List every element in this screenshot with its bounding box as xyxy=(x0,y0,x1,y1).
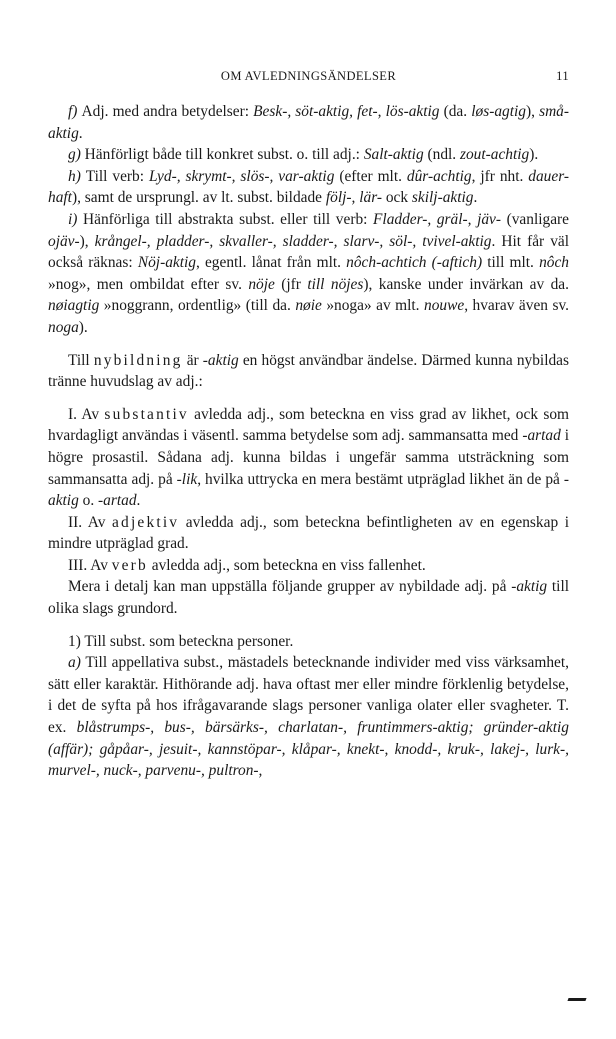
italic-span: -artad xyxy=(98,492,137,510)
italic-span: -aktig xyxy=(202,351,239,369)
text-span: Hänförligt både till konkret subst. o. till adj.: xyxy=(84,146,364,164)
paragraph-i xyxy=(48,209,569,339)
page-turn-mark xyxy=(567,998,586,1001)
text-span: ock xyxy=(382,189,412,207)
text-span: Till appellativa subst., mästadels betecknande individer med viss värksamhet, sätt eller karaktär. Hithörande adj. hava oftast mer eller mindre förklenlig betydelse, i det de syfta på hos ifrågavarande slags personer vanliga olater eller svagheter. T. ex. xyxy=(48,654,569,737)
italic-span: till nöjes xyxy=(307,275,364,293)
italic-span: f) xyxy=(68,103,82,120)
text-span: ), xyxy=(79,232,95,250)
paragraph-f xyxy=(48,101,569,144)
page-number: 11 xyxy=(556,69,569,83)
text-span: ), samt de ursprungl. av lt. subst. bildade xyxy=(71,189,326,207)
paragraph-III xyxy=(48,555,569,577)
text-span: . xyxy=(473,189,478,207)
italic-span: nøiagtig xyxy=(48,297,100,315)
text-span: . xyxy=(136,492,141,510)
italic-span: Salt-aktig xyxy=(363,146,424,164)
italic-span: dûr-achtig xyxy=(406,167,472,185)
italic-span: løs-agtig xyxy=(471,103,526,120)
text-span: ), kanske under invärkan av da. xyxy=(363,275,569,293)
text-span: (efter mlt. xyxy=(334,167,407,185)
text-span: , jfr nht. xyxy=(471,167,529,185)
text-span: Till xyxy=(68,351,94,369)
italic-span: Lyd-, skrymt-, slös-, var-aktig xyxy=(148,167,335,185)
italic-span: nöje xyxy=(248,275,275,293)
italic-span: g) xyxy=(68,146,85,164)
paragraph-h xyxy=(48,166,569,209)
paragraph-gap xyxy=(48,339,569,350)
italic-span: Fladder-, gräl-, jäv- xyxy=(373,210,502,228)
italic-span: noga xyxy=(48,318,79,336)
text-span: II. Av xyxy=(68,513,113,531)
italic-span: i) xyxy=(68,210,83,228)
running-header xyxy=(48,66,569,86)
text-span: Till verb: xyxy=(85,167,149,185)
italic-span: nøie xyxy=(295,297,322,315)
paragraph-II xyxy=(48,512,569,555)
italic-span: nôch-achtich (-aftich) xyxy=(346,254,483,272)
text-span: 1) Till subst. som beteckna personer. xyxy=(68,632,294,650)
italic-span: Nöj-aktig xyxy=(137,254,196,272)
text-span: avledda adj., som beteckna befintligheten av en egenskap i mindre utpräglad grad. xyxy=(48,513,569,553)
text-span: (da. xyxy=(439,103,472,120)
spaced-span: nybildning xyxy=(93,351,183,369)
text-span: »noggrann, ordentlig» (till da. xyxy=(99,297,296,315)
text-span: till olika slags grundord. xyxy=(48,578,570,618)
italic-span: små-aktig xyxy=(48,103,570,142)
text-span: avledda adj., som beteckna en viss fallenhet. xyxy=(147,556,426,574)
italic-span: blåstrumps-, bus-, bärsärks-, charlatan-, fruntimmers-aktig; gründer-aktig (affär); gåpåar-, jesuit-, kannstöpar-, klåpar-, knekt-, knodd-, kruk-, lakej-, lurk-, murvel-, nuck-, parvenu-, pultron-, xyxy=(48,719,569,780)
paragraph-gap xyxy=(48,393,569,404)
body-text xyxy=(48,101,569,782)
text-span: , hvarav även sv. xyxy=(464,297,569,315)
italic-span: a) xyxy=(68,654,86,672)
text-span: är xyxy=(182,351,203,369)
text-span: III. Av xyxy=(68,556,112,574)
text-span: , egentl. lånat från mlt. xyxy=(195,254,347,272)
text-span: »nog», men ombildat efter sv. xyxy=(48,275,249,293)
italic-span: -aktig xyxy=(511,578,548,596)
text-span: ). xyxy=(78,318,88,336)
spaced-span: substantiv xyxy=(104,405,189,423)
text-span: (ndl. xyxy=(423,146,460,164)
italic-span: nouwe xyxy=(424,297,465,315)
text-span: I. Av xyxy=(68,405,105,423)
text-span: avledda adj., som beteckna en viss grad av likhet, ock som hvardagligt användas i väsentl. samma betydelse som adj. sammansatta med xyxy=(48,405,569,445)
italic-span: h) xyxy=(68,167,86,185)
paragraph-g xyxy=(48,144,569,166)
text-span: i högre prosastil. Sådana adj. kunna bildas i ungefär samma utsträckning som sammansatta adj. på xyxy=(48,427,569,488)
paragraph-one xyxy=(48,631,569,653)
paragraph-a xyxy=(48,652,569,782)
italic-span: zout-achtig xyxy=(460,146,530,164)
text-span: o. xyxy=(78,492,99,510)
text-span: en högst användbar ändelse. Därmed kunna nybildas tränne huvudslag av adj.: xyxy=(48,351,569,391)
text-span: ), xyxy=(525,103,540,120)
italic-span: -artad xyxy=(522,427,561,445)
paragraph-nybildning xyxy=(48,350,569,393)
paragraph-I xyxy=(48,404,569,512)
paragraph-mera xyxy=(48,576,569,619)
italic-span: -aktig xyxy=(48,470,569,510)
italic-span: Besk-, söt-aktig, fet-, lös-aktig xyxy=(253,103,440,120)
text-span: »noga» av mlt. xyxy=(321,297,425,315)
italic-span: ojäv- xyxy=(48,232,80,250)
italic-span: nôch xyxy=(539,254,569,272)
text-span: . xyxy=(78,124,83,142)
text-span: ). xyxy=(529,146,539,164)
text-span: Hänförliga till abstrakta subst. eller till verb: xyxy=(83,210,374,228)
text-span: till mlt. xyxy=(482,254,540,272)
text-span: Adj. med andra betydelser: xyxy=(81,103,254,120)
running-title: OM AVLEDNINGSÄNDELSER xyxy=(220,69,397,83)
text-span: , hvilka uttrycka en mera bestämt utpräglad likhet än de på xyxy=(197,470,564,488)
italic-span: följ-, lär- xyxy=(325,189,382,207)
italic-span: dauer-haft xyxy=(48,167,570,207)
spaced-span: verb xyxy=(111,556,148,574)
italic-span: -lik xyxy=(176,470,198,488)
paragraph-gap xyxy=(48,620,569,631)
text-span: Mera i detalj kan man uppställa följande grupper av nybildade adj. på xyxy=(68,578,512,596)
italic-span: skilj-aktig xyxy=(411,189,474,207)
spaced-span: adjektiv xyxy=(112,513,180,531)
text-span: . Hit får väl också räknas: xyxy=(48,232,569,272)
italic-span: krångel-, pladder-, skvaller-, sladder-, slarv-, söl-, tvivel-aktig xyxy=(94,232,492,250)
text-span: (vanligare xyxy=(501,210,569,228)
text-span: (jfr xyxy=(274,275,308,293)
